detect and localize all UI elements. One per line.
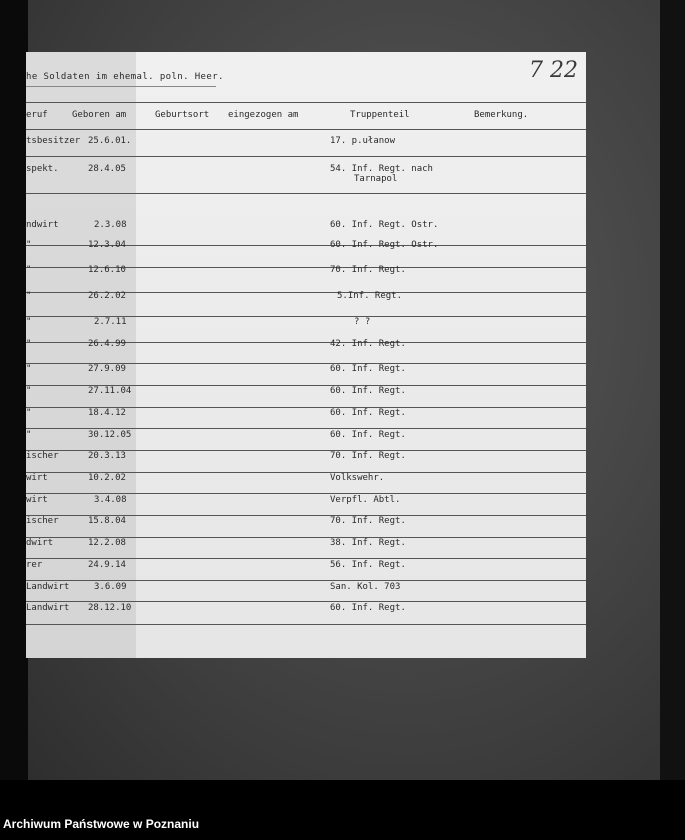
cell-truppenteil: Volkswehr. (330, 473, 385, 483)
cell-geboren: 30.12.05 (88, 430, 132, 440)
cell-geboren: 3.4.08 (94, 495, 127, 505)
cell-beruf: " (26, 408, 32, 418)
cell-beruf: " (26, 291, 32, 301)
cell-geboren: 28.4.05 (88, 164, 126, 174)
cell-geboren: 26.4.99 (88, 339, 126, 349)
cell-beruf: spekt. (26, 164, 59, 174)
cell-beruf: wirt (26, 473, 48, 483)
row-rule (26, 156, 586, 157)
cell-beruf: " (26, 364, 32, 374)
cell-beruf: ischer (26, 516, 59, 526)
column-header-geburtsort: Geburtsort (155, 110, 210, 120)
column-header-eingezogen: eingezogen am (228, 110, 299, 120)
cell-geboren: 26.2.02 (88, 291, 126, 301)
cell-geboren: 3.6.09 (94, 582, 127, 592)
cell-beruf: Landwirt (26, 603, 70, 613)
archive-name: Archiwum Państwowe w Poznaniu (3, 817, 200, 831)
cell-truppenteil: 60. Inf. Regt. (330, 408, 406, 418)
cell-truppenteil: 54. Inf. Regt. nach (330, 164, 433, 174)
cell-beruf: " (26, 240, 32, 250)
row-rule (26, 624, 586, 625)
cell-geboren: 27.11.04 (88, 386, 132, 396)
row-rule (26, 580, 586, 581)
cell-geboren: 27.9.09 (88, 364, 126, 374)
cell-truppenteil: 17. p.ułanow (330, 136, 396, 146)
row-rule (26, 558, 586, 559)
cell-beruf: ischer (26, 451, 59, 461)
title-underline (26, 86, 216, 87)
cell-beruf: dwirt (26, 538, 54, 548)
column-header-beruf: eruf (26, 110, 48, 120)
cell-truppenteil: ? ? (354, 317, 371, 327)
cell-geboren: 15.8.04 (88, 516, 126, 526)
archive-footer (0, 800, 685, 840)
cell-truppenteil: 60. Inf. Regt. (330, 430, 406, 440)
cell-truppenteil: 60. Inf. Regt. Ostr. (330, 220, 439, 230)
row-rule (26, 493, 586, 494)
cell-geboren: 20.3.13 (88, 451, 126, 461)
cell-truppenteil: 70. Inf. Regt. (330, 265, 406, 275)
cell-beruf: " (26, 265, 32, 275)
cell-geboren: 10.2.02 (88, 473, 126, 483)
cell-beruf: ndwirt (26, 220, 59, 230)
row-rule (26, 428, 586, 429)
cell-beruf: " (26, 386, 32, 396)
row-rule (26, 193, 586, 194)
document-page (26, 52, 586, 658)
cell-truppenteil: 56. Inf. Regt. (330, 560, 406, 570)
cell-geboren: 25.6.01. (88, 136, 132, 146)
cell-geboren: 2.7.11 (94, 317, 127, 327)
cell-truppenteil: 60. Inf. Regt. (330, 386, 406, 396)
cell-truppenteil: 60. Inf. Regt. (330, 603, 406, 613)
cell-truppenteil: 70. Inf. Regt. (330, 451, 406, 461)
cell-geboren: 12.2.08 (88, 538, 126, 548)
cell-truppenteil: 38. Inf. Regt. (330, 538, 406, 548)
row-rule (26, 601, 586, 602)
film-edge-left (0, 0, 28, 780)
cell-truppenteil: San. Kol. 703 (330, 582, 401, 592)
column-header-truppenteil: Truppenteil (350, 110, 410, 120)
cell-geboren: 2.3.08 (94, 220, 127, 230)
cell-truppenteil-cont: Tarnapol (354, 174, 398, 184)
cell-beruf: wirt (26, 495, 48, 505)
cell-beruf: " (26, 430, 32, 440)
cell-geboren: 12.6.10 (88, 265, 126, 275)
page-number: 7 22 (529, 58, 578, 83)
cell-truppenteil: 70. Inf. Regt. (330, 516, 406, 526)
column-header-geboren: Geboren am (72, 110, 127, 120)
cell-truppenteil: 60. Inf. Regt. Ostr. (330, 240, 439, 250)
cell-truppenteil: 60. Inf. Regt. (330, 364, 406, 374)
cell-beruf: rer (26, 560, 43, 570)
cell-geboren: 12.3.04 (88, 240, 126, 250)
cell-geboren: 24.9.14 (88, 560, 126, 570)
cell-beruf: " (26, 339, 32, 349)
header-rule-bottom (26, 129, 586, 130)
cell-geboren: 18.4.12 (88, 408, 126, 418)
column-header-bemerkung: Bemerkung. (474, 110, 529, 120)
cell-geboren: 28.12.10 (88, 603, 132, 613)
cell-truppenteil: 5.Inf. Regt. (337, 291, 403, 301)
cell-beruf: tsbesitzer (26, 136, 81, 146)
cell-beruf: Landwirt (26, 582, 70, 592)
cell-truppenteil: 42. Inf. Regt. (330, 339, 406, 349)
cell-beruf: " (26, 317, 32, 327)
header-rule-top (26, 102, 586, 103)
document-title: he Soldaten im ehemal. poln. Heer. (26, 72, 224, 82)
film-edge-right (660, 0, 685, 780)
cell-truppenteil: Verpfl. Abtl. (330, 495, 401, 505)
